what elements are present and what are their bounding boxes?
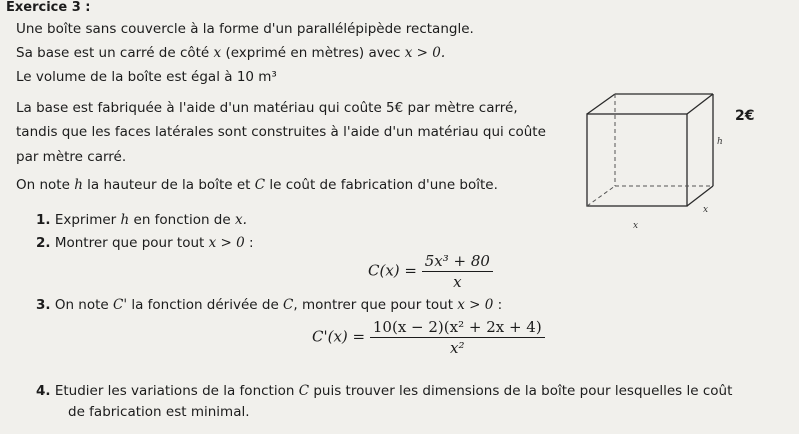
question-3-text-e: : — [493, 297, 503, 313]
formula-c-fraction — [422, 252, 493, 291]
box-top-right-edge — [687, 94, 713, 114]
intro-line-5: tandis que les faces latérales sont construites à l'aide d'un matériau qui coûte — [16, 124, 546, 140]
question-4 — [36, 383, 732, 399]
formula-cprime — [312, 318, 545, 357]
question-3-text-b: la fonction dérivée de — [127, 297, 284, 313]
formula-cprime-lhs: C'(x) = — [312, 327, 370, 346]
question-2-text-b: : — [244, 235, 254, 251]
formula-c-numerator: 5x³ + 80 — [424, 252, 490, 270]
figure-label-h: h — [717, 137, 723, 147]
question-3-var-cprime: C' — [113, 297, 128, 313]
var-x: x — [213, 45, 222, 61]
volume-value: 10 m³ — [236, 69, 277, 85]
var-h: h — [74, 177, 83, 193]
intro-line-2-a: Sa base est un carré de côté — [16, 45, 214, 61]
formula-cprime-numerator: 10(x − 2)(x² + 2x + 4) — [372, 318, 542, 336]
question-4-text-b: puis trouver les dimensions de la boîte pour lesquelles le coût — [309, 383, 733, 399]
question-3-text-d: , montrer que pour tout — [293, 297, 458, 313]
box-figure — [585, 92, 725, 232]
exercise-title: Exercice 3 : — [6, 0, 91, 15]
condition-x-positive: x > 0. — [404, 45, 446, 61]
question-1-number: 1. — [36, 212, 51, 228]
question-2 — [36, 235, 254, 251]
intro-line-3-a: Le volume de la boîte est égal à — [16, 69, 237, 85]
question-4-var-c: C — [298, 383, 310, 399]
question-2-condition: x > 0 — [208, 235, 245, 251]
intro-line-4: La base est fabriquée à l'aide d'un matériau qui coûte 5€ par mètre carré, — [16, 100, 518, 116]
question-1-var-h: h — [120, 212, 130, 228]
intro-line-7-b: la hauteur de la boîte et — [82, 177, 255, 193]
intro-line-6: par mètre carré. — [16, 149, 127, 165]
formula-c-lhs: C(x) = — [368, 261, 422, 280]
figure-label-x-right: x — [703, 205, 709, 215]
var-c: C — [254, 177, 266, 193]
intro-line-7 — [16, 177, 498, 193]
question-1-text-a: Exprimer — [54, 212, 121, 228]
side-cost-label: 2€ — [735, 108, 755, 124]
intro-line-1: Une boîte sans couvercle à la forme d'un parallélépipède rectangle. — [16, 21, 474, 37]
question-4-text-a: Etudier les variations de la fonction — [54, 383, 299, 399]
question-1-text-b: en fonction de — [129, 212, 235, 228]
figure-label-x-front: x — [633, 221, 639, 231]
intro-line-3 — [16, 69, 277, 85]
question-4-line-2: de fabrication est minimal. — [68, 404, 250, 420]
question-3-var-c: C — [283, 297, 294, 313]
intro-line-2 — [16, 45, 445, 61]
box-bottom-right-edge — [687, 186, 713, 206]
intro-line-7-d: le coût de fabrication d'une boîte. — [265, 177, 498, 193]
formula-cprime-denominator: x² — [370, 337, 545, 357]
question-2-text-a: Montrer que pour tout — [54, 235, 209, 251]
question-3-number: 3. — [36, 297, 51, 313]
box-top-left-edge — [587, 94, 615, 114]
question-3 — [36, 297, 502, 313]
question-1 — [36, 212, 247, 228]
question-3-condition: x > 0 — [457, 297, 494, 313]
intro-line-7-a: On note — [16, 177, 75, 193]
formula-c — [368, 252, 493, 291]
question-1-var-x: x. — [234, 212, 247, 228]
box-hidden-diagonal-edge — [587, 186, 615, 206]
question-4-number: 4. — [36, 383, 51, 399]
question-2-number: 2. — [36, 235, 51, 251]
box-front-face — [587, 114, 687, 206]
intro-line-2-b: (exprimé en mètres) avec — [221, 45, 405, 61]
question-3-text-a: On note — [54, 297, 114, 313]
formula-c-denominator: x — [422, 271, 493, 291]
formula-cprime-fraction — [370, 318, 545, 357]
